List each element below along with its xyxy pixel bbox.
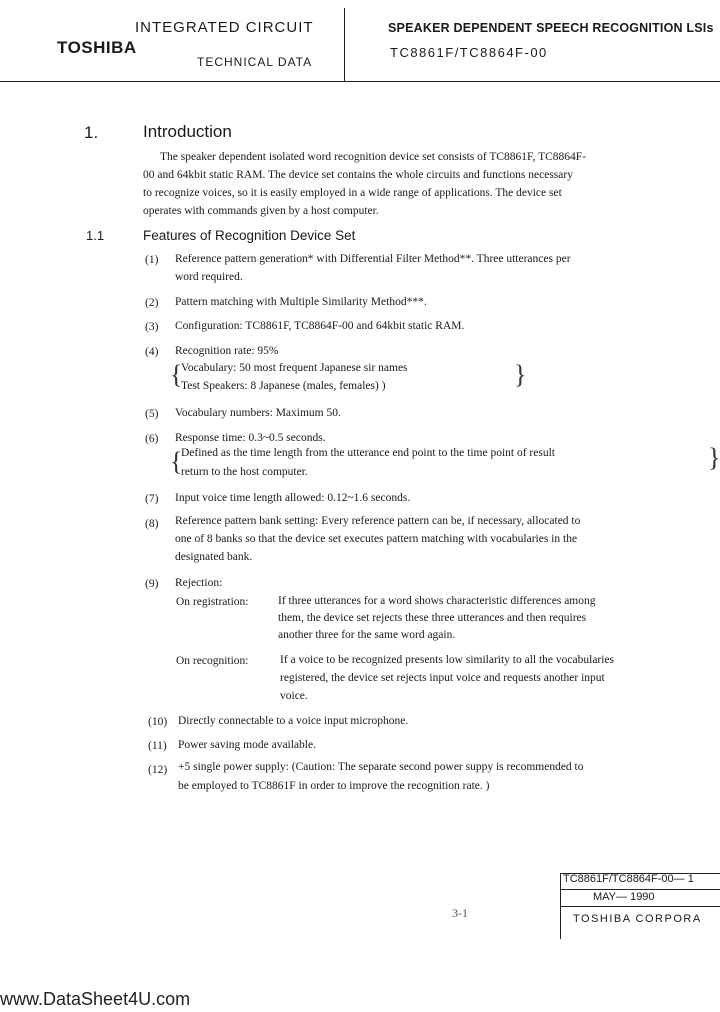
rejection-registration-label: On registration:	[176, 596, 249, 608]
feature-line: be employed to TC8861F in order to improve the recognition rate. )	[178, 780, 490, 792]
rejection-line: registered, the device set rejects input voice and requests another input	[280, 672, 605, 684]
feature-line: Recognition rate: 95%	[175, 345, 279, 357]
feature-line: Input voice time length allowed: 0.12~1.6 seconds.	[175, 492, 411, 504]
feature-subline: Defined as the time length from the utterance end point to the time point of result	[181, 447, 555, 459]
part-numbers: TC8861F/TC8864F-00	[390, 45, 548, 60]
intro-line: operates with commands given by a host computer.	[143, 205, 379, 217]
feature-subline: Test Speakers: 8 Japanese (males, females) )	[181, 380, 386, 392]
intro-line: The speaker dependent isolated word recognition device set consists of TC8861F, TC8864F-	[160, 151, 586, 163]
feature-number: (3)	[145, 321, 159, 333]
left-brace: {	[170, 360, 183, 389]
feature-subline: return to the host computer.	[181, 466, 308, 478]
feature-line: Rejection:	[175, 577, 223, 589]
rejection-line: If a voice to be recognized presents low similarity to all the vocabularies	[280, 654, 615, 666]
feature-number: (6)	[145, 433, 159, 445]
footer-part-number: TC8861F/TC8864F-00— 1	[563, 873, 694, 885]
footer-rule	[560, 889, 720, 890]
feature-number: (8)	[145, 518, 159, 530]
feature-subline: Vocabulary: 50 most frequent Japanese sir names	[181, 362, 408, 374]
left-brace: {	[170, 447, 183, 476]
feature-line: Response time: 0.3~0.5 seconds.	[175, 432, 326, 444]
feature-number: (1)	[145, 254, 159, 266]
rejection-recognition-label: On recognition:	[176, 655, 249, 667]
page-mark: 3-1	[452, 906, 468, 920]
footer-date: MAY— 1990	[593, 891, 655, 903]
feature-line: word required.	[175, 271, 243, 283]
feature-number: (10)	[148, 716, 168, 728]
integrated-circuit-label: INTEGRATED CIRCUIT	[135, 19, 314, 36]
rejection-line: voice.	[280, 690, 308, 702]
feature-line: Pattern matching with Multiple Similarity Method***.	[175, 296, 427, 308]
section-number: 1.	[84, 123, 99, 142]
feature-number: (7)	[145, 493, 159, 505]
feature-line: Power saving mode available.	[178, 739, 316, 751]
feature-number: (4)	[145, 346, 159, 358]
feature-number: (2)	[145, 297, 159, 309]
intro-line: 00 and 64kbit static RAM. The device set contains the whole circuits and functions necessary	[143, 169, 573, 181]
section-title: Introduction	[143, 122, 232, 141]
watermark-link[interactable]: www.DataSheet4U.com	[0, 989, 191, 1009]
feature-number: (5)	[145, 408, 159, 420]
feature-number: (9)	[145, 578, 159, 590]
right-brace: }	[514, 360, 527, 389]
header-rule	[0, 81, 720, 82]
header-divider	[344, 8, 345, 81]
feature-line: Reference pattern bank setting: Every reference pattern can be, if necessary, allocated to	[175, 515, 581, 527]
feature-line: Reference pattern generation* with Differential Filter Method**. Three utterances per	[175, 253, 571, 265]
subsection-number: 1.1	[86, 228, 105, 243]
feature-line: Configuration: TC8861F, TC8864F-00 and 64kbit static RAM.	[175, 320, 465, 332]
intro-line: to recognize voices, so it is easily employed in a wide range of applications. The device set	[143, 187, 562, 199]
feature-number: (11)	[148, 740, 167, 752]
subsection-title: Features of Recognition Device Set	[143, 228, 356, 243]
footer-rule	[560, 906, 720, 907]
feature-line: Directly connectable to a voice input microphone.	[178, 715, 409, 727]
feature-number: (12)	[148, 764, 168, 776]
brand-logo: TOSHIBA	[57, 38, 137, 57]
feature-line: Vocabulary numbers: Maximum 50.	[175, 407, 341, 419]
technical-data-label: TECHNICAL DATA	[197, 55, 313, 69]
rejection-line: another three for the same word again.	[278, 629, 456, 641]
rejection-line: them, the device set rejects these three utterances and then requires	[278, 612, 587, 624]
feature-line: one of 8 banks so that the device set executes pattern matching with vocabularies in the	[175, 533, 578, 545]
product-title: SPEAKER DEPENDENT SPEECH RECOGNITION LSIs	[388, 21, 714, 35]
feature-line: designated bank.	[175, 551, 253, 563]
feature-line: +5 single power supply: (Caution: The separate second power suppy is recommended to	[178, 761, 584, 773]
rejection-line: If three utterances for a word shows characteristic differences among	[278, 595, 596, 607]
footer-corporation: TOSHIBA CORPORA	[573, 913, 702, 925]
right-brace: }	[708, 443, 720, 472]
